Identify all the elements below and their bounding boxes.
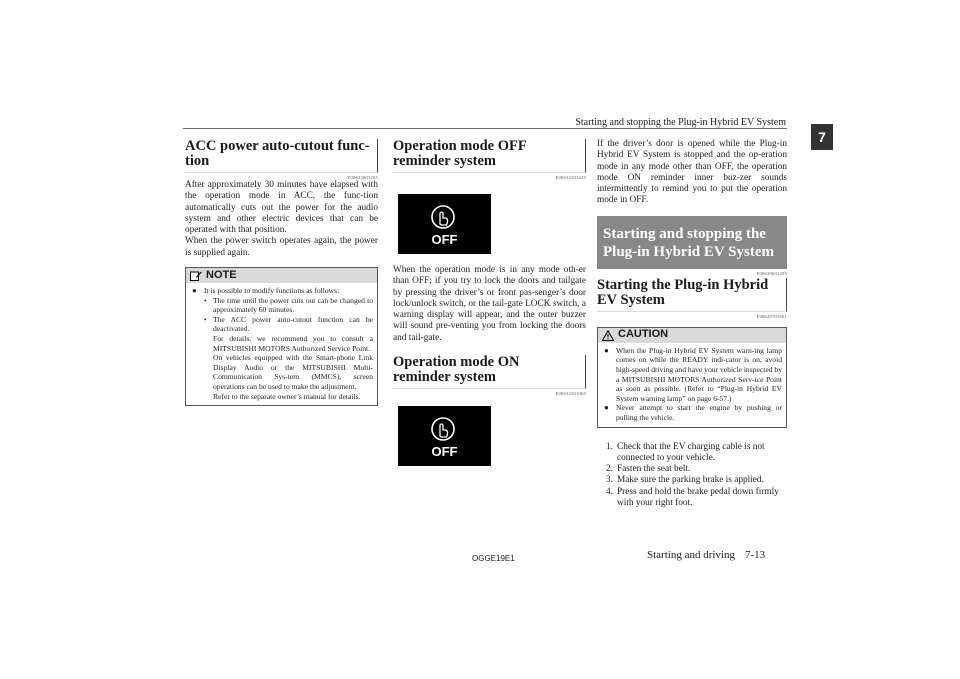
chapter-section-banner: Starting and stopping the Plug-in Hybrid EV System [597, 216, 787, 269]
step-text: Make sure the parking brake is applied. [617, 475, 764, 486]
step-number: 2. [606, 464, 613, 475]
section-heading-starting: Starting the Plug-in Hybrid EV System [597, 278, 787, 312]
caution-header [598, 328, 786, 343]
paragraph: When the power switch operates again, the power is supplied again. [185, 236, 378, 258]
caution-body [598, 343, 786, 427]
caution-label: CAUTION [618, 328, 669, 341]
off-image-label: OFF [431, 232, 458, 247]
step-item [597, 442, 787, 465]
note-box [185, 267, 378, 406]
step-item [597, 475, 787, 486]
note-label: NOTE [206, 268, 237, 281]
off-indicator-image [398, 406, 491, 466]
step-number: 1. [606, 441, 613, 452]
section-code: E00632801265 [347, 175, 378, 180]
step-text: Check that the EV charging cable is not connected to your vehicle. [617, 441, 765, 463]
step-text: Fasten the seat belt. [617, 464, 691, 475]
step-item [597, 464, 787, 475]
note-extra: For details, we recommend you to consult a MITSUBISHI MOTORS Authorized Service Point. [213, 334, 373, 353]
step-item [597, 487, 787, 510]
column-middle [393, 139, 586, 466]
step-text: Press and hold the brake pedal down firmly with your right foot. [617, 486, 779, 509]
bullet-icon: ● [604, 345, 609, 355]
warning-triangle-icon [602, 330, 614, 341]
dot-icon: • [204, 295, 207, 305]
note-extra: On vehicles equipped with the Smart-phone Link Display Audio or the MITSUBISHI Multi-Communication Sys-tem (MMCS), screen operations can be used to make the adjustment. [213, 353, 373, 392]
page-number: 7-13 [745, 549, 766, 561]
note-pen-icon [190, 270, 202, 281]
section-heading-off-reminder: Operation mode OFF reminder system [393, 139, 586, 173]
section-heading-on-reminder: Operation mode ON reminder system [393, 355, 586, 389]
bullet-icon: ● [192, 286, 197, 296]
power-hand-icon [428, 204, 458, 232]
off-indicator-image [398, 194, 491, 254]
section-heading-acc: ACC power auto-cutout func-tion [185, 139, 378, 173]
running-header: Starting and stopping the Plug-in Hybrid EV System [575, 117, 786, 128]
footer-section: Starting and driving [647, 549, 735, 561]
paragraph: After approximately 30 minutes have elapsed with the operation mode in ACC, the func-tion automatically cuts out the power for the audio system and other electric devices that can be operated with that position. [185, 180, 378, 236]
paragraph: If the driver’s door is opened while the Plug-in Hybrid EV System is stopped and the op-eration mode in any mode other than OFF, the operation mode ON reminder inner buz-zer sounds intermittently to remind you to put the operation mode in OFF. [597, 139, 787, 206]
header-rule [183, 128, 787, 129]
caution-item: When the Plug-in Hybrid EV System warn-ing lamp comes on while the READY indi-cator is on, avoid high-speed driving and have your vehicle inspected by a MITSUBISHI MOTORS Authorized Serv-ice Point as soon as possible. (Refer to “Plug-in Hybrid EV System warning lamp” on page 6-57.) [616, 345, 782, 403]
step-number: 3. [606, 475, 613, 486]
note-header [186, 268, 377, 283]
note-bullet-text: It is possible to modify functions as follows: [204, 286, 340, 296]
section-code: E00620701661 [756, 313, 787, 319]
note-body [186, 283, 377, 405]
chapter-tab: 7 [811, 124, 833, 150]
document-code: OGGE19E1 [472, 554, 515, 563]
caution-box [597, 327, 787, 428]
section-code: E00632301068 [555, 391, 586, 397]
dot-icon: • [204, 314, 207, 324]
note-item: The time until the power cuts out can be changed to approximately 60 minutes. [213, 295, 373, 315]
note-extra: Refer to the separate owner’s manual for details. [213, 391, 361, 401]
steps-list [597, 442, 787, 510]
power-hand-icon [428, 416, 458, 444]
paragraph: When the operation mode is in any mode oth-er than OFF; if you try to lock the doors and tailgate by pressing the driver’s or front pas-senger’s door lock/unlock switch, or the tail-gate LOCK switch, a warning display will appear, and the outer buzzer will sound pre-venting you from locking the doors and tail-gate. [393, 265, 586, 343]
column-left [185, 139, 378, 406]
column-right [597, 139, 787, 509]
caution-item: Never attempt to start the engine by pushing or pulling the vehicle. [616, 403, 782, 422]
section-code: E00620601295 [756, 270, 787, 276]
section-code: E00632201445 [555, 175, 586, 180]
off-image-label: OFF [431, 444, 458, 460]
note-item: The ACC power auto-cutout function can be deactivated. [213, 314, 373, 334]
step-number: 4. [606, 486, 613, 497]
bullet-icon: ● [604, 403, 609, 413]
